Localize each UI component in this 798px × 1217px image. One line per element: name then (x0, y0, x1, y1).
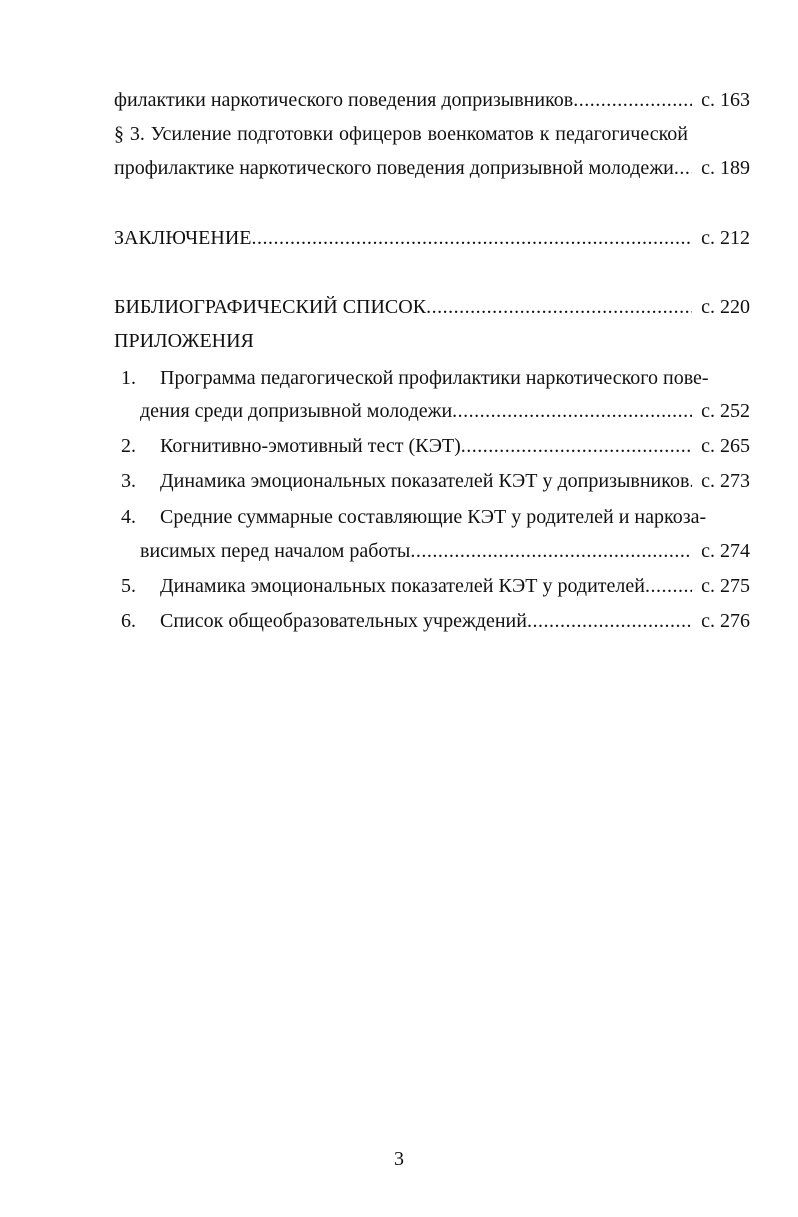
appendix-number: 6. (121, 610, 136, 632)
appendix-number: 3. (121, 470, 136, 492)
appendix-5: Динамика эмоциональных показателей КЭТ у родителей ..... с. 275 (160, 574, 750, 598)
appendix-number: 4. (121, 506, 136, 528)
appendix-number: 1. (121, 367, 136, 389)
toc-conclusion: ЗАКЛЮЧЕНИЕ ..... с. 212 (114, 226, 750, 250)
appendix-4-line-1: Средние суммарные составляющие КЭТ у родителей и наркоза- (160, 506, 707, 528)
appendix-2: Когнитивно-эмотивный тест (КЭТ) ..... с. 265 (160, 434, 750, 458)
toc-entry-continuation: филактики наркотического поведения допризывников ..... с. 163 (114, 88, 750, 112)
appendix-4-line-2: висимых перед началом работы ..... с. 274 (140, 539, 750, 563)
appendix-3: Динамика эмоциональных показателей КЭТ у допризывников ..... с. 273 (160, 469, 750, 493)
appendix-number: 2. (121, 435, 136, 457)
toc-appendices-heading: ПРИЛОЖЕНИЯ (114, 330, 254, 352)
toc-bibliography: БИБЛИОГРАФИЧЕСКИЙ СПИСОК ..... с. 220 (114, 295, 750, 319)
appendix-number: 5. (121, 575, 136, 597)
toc-section-3-line-1: § 3. Усиление подготовки офицеров военкоматов к педагогической (114, 123, 688, 145)
appendix-1-line-2: дения среди допризывной молодежи ..... с. 252 (140, 399, 750, 423)
appendix-1-line-1: Программа педагогической профилактики наркотического пове- (160, 367, 709, 389)
appendix-6: Список общеобразовательных учреждений ..... с. 276 (160, 609, 750, 633)
toc-section-3-line-2: профилактике наркотического поведения допризывной молодежи ..... с. 189 (114, 156, 750, 180)
page-number: 3 (394, 1148, 404, 1170)
